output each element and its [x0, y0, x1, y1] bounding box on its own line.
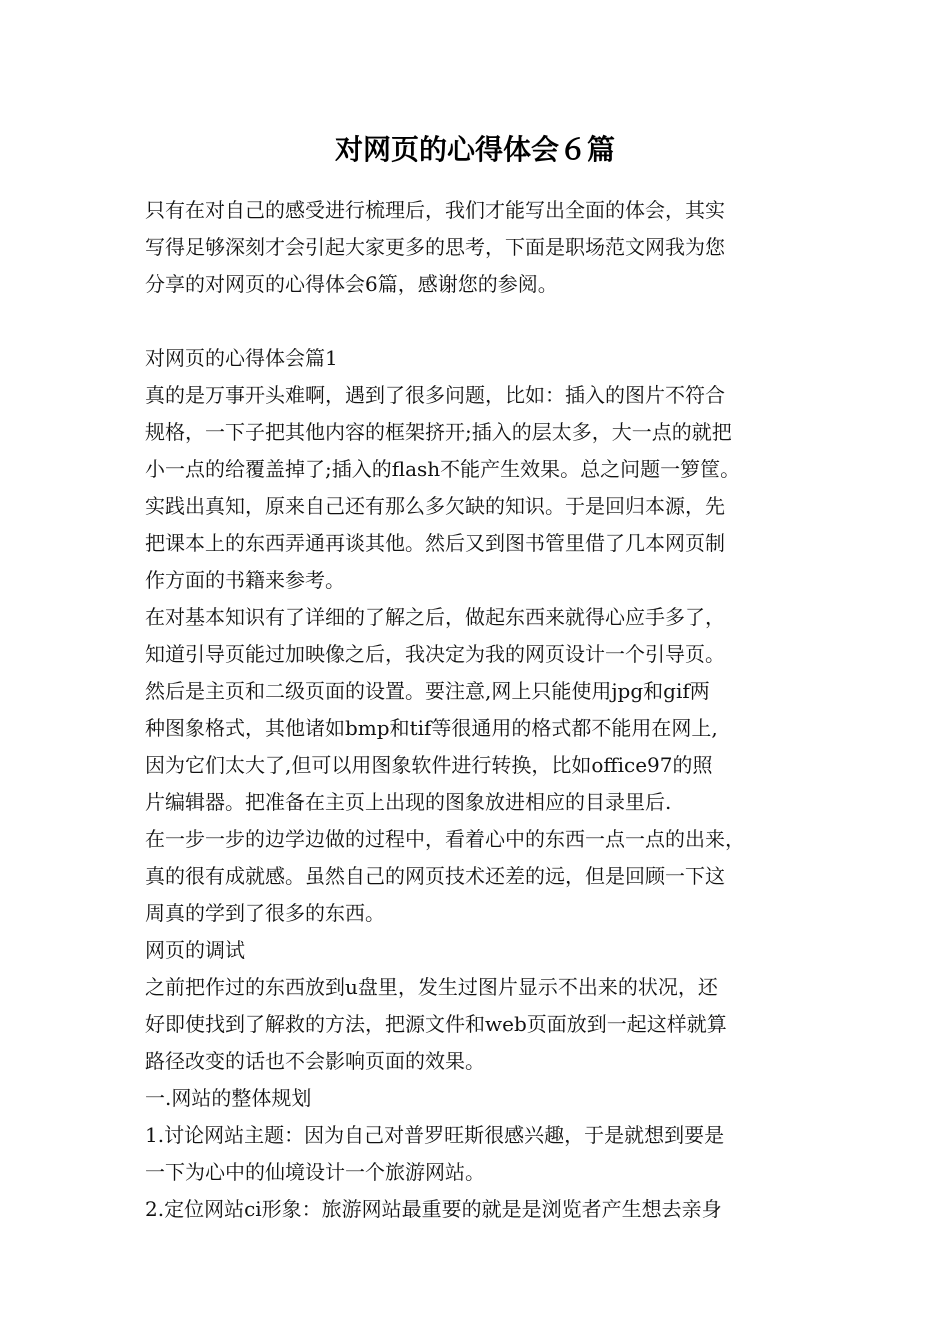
text-line: 之前把作过的东西放到u盘里，发生过图片显示不出来的状况，还: [145, 975, 718, 999]
text-line: 因为它们太大了,但可以用图象软件进行转换，比如office97的照: [145, 753, 713, 777]
text-line: 在对基本知识有了详细的了解之后，做起东西来就得心应手多了，: [145, 605, 725, 629]
text-line: 实践出真知，原来自己还有那么多欠缺的知识。于是回归本源，先: [145, 494, 725, 518]
text-line: 小一点的给覆盖掉了;插入的flash不能产生效果。总之问题一箩筐。: [145, 457, 741, 481]
text-line: 周真的学到了很多的东西。: [145, 901, 385, 925]
text-line: 真的很有成就感。虽然自己的网页技术还差的远，但是回顾一下这: [145, 864, 725, 888]
text-line: 只有在对自己的感受进行梳理后，我们才能写出全面的体会，其实: [145, 198, 725, 222]
document-title: 对网页的心得体会６篇: [334, 133, 615, 166]
text-line: 片编辑器。把准备在主页上出现的图象放进相应的目录里后.: [145, 790, 672, 814]
text-line: 路径改变的话也不会影响页面的效果。: [145, 1049, 485, 1073]
text-line: 2.定位网站ci形象：旅游网站最重要的就是是浏览者产生想去亲身: [145, 1197, 722, 1221]
text-line: 一下为心中的仙境设计一个旅游网站。: [145, 1160, 485, 1184]
text-line: 写得足够深刻才会引起大家更多的思考，下面是职场范文网我为您: [145, 235, 725, 259]
text-line: 把课本上的东西弄通再谈其他。然后又到图书管里借了几本网页制: [145, 531, 725, 555]
text-line: 1.讨论网站主题：因为自己对普罗旺斯很感兴趣，于是就想到要是: [145, 1123, 725, 1147]
text-line: 对网页的心得体会篇1: [145, 346, 338, 370]
text-line: 然后是主页和二级页面的设置。要注意,网上只能使用jpg和gif两: [145, 679, 710, 703]
text-line: 分享的对网页的心得体会6篇，感谢您的参阅。: [145, 272, 558, 296]
text-line: 知道引导页能过加映像之后，我决定为我的网页设计一个引导页。: [145, 642, 725, 666]
text-line: 规格，一下子把其他内容的框架挤开;插入的层太多，大一点的就把: [145, 420, 732, 444]
document-body: [145, 192, 825, 1228]
blank-line: [145, 303, 825, 340]
text-line: 好即使找到了解救的方法，把源文件和web页面放到一起这样就算: [145, 1012, 727, 1036]
text-line: 网页的调试: [145, 938, 245, 962]
text-line: 作方面的书籍来参考。: [145, 568, 345, 592]
text-line: 真的是万事开头难啊，遇到了很多问题，比如：插入的图片不符合: [145, 383, 725, 407]
text-line: 种图象格式，其他诸如bmp和tif等很通用的格式都不能用在网上,: [145, 716, 718, 740]
text-line: 在一步一步的边学边做的过程中，看着心中的东西一点一点的出来，: [145, 827, 745, 851]
text-line: 一.网站的整体规划: [145, 1086, 312, 1110]
